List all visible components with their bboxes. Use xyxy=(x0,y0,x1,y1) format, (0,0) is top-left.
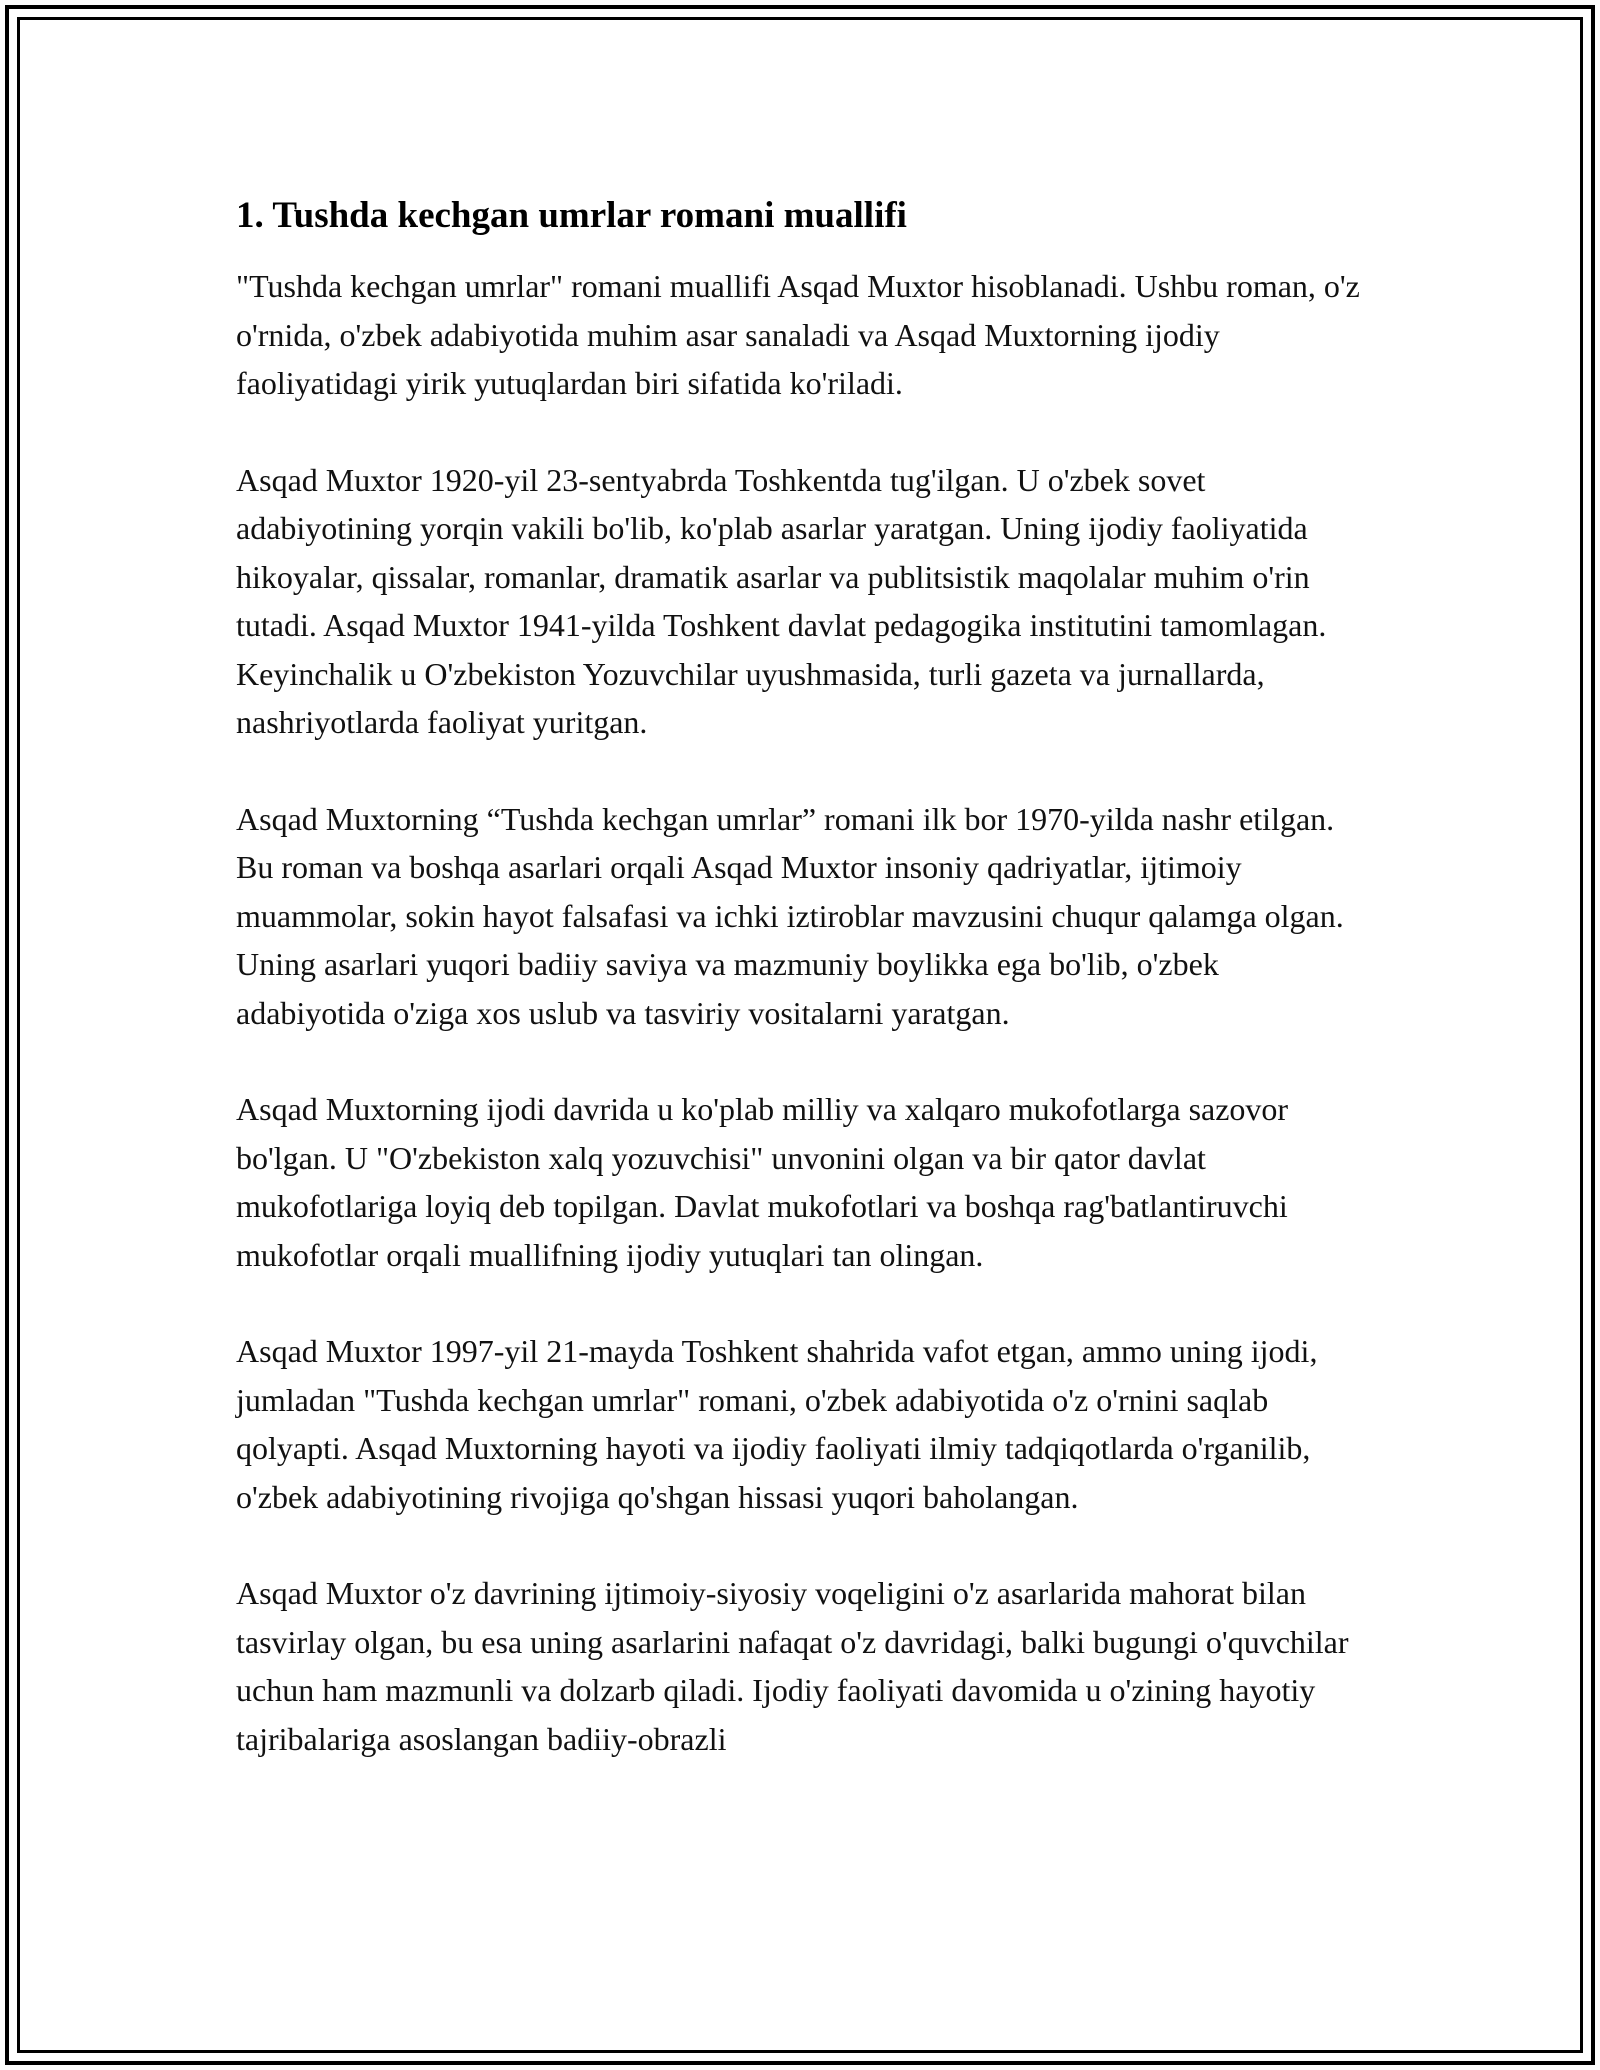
paragraph-6: Asqad Muxtor o'z davrining ijtimoiy-siyosiy voqeligini o'z asarlarida mahorat bilan tasvirlay olgan, bu esa uning asarlarini nafaqat o'z davridagi, balki bugungi o'quvchilar uchun ham mazmunli va dolzarb qiladi. Ijodiy faoliyati davomida u o'zining hayotiy tajribalariga asoslangan badiiy-obrazli xyxy=(236,1575,1349,1757)
section-heading: 1. Tushda kechgan umrlar romani muallifi xyxy=(236,195,907,236)
paragraph-4: Asqad Muxtorning ijodi davrida u ko'plab milliy va xalqaro mukofotlarga sazovor bo'lgan. U "O'zbekiston xalq yozuvchisi" unvonini olgan va bir qator davlat mukofotlariga loyiq deb topilgan. Davlat mukofotlari va boshqa rag'batlantiruvchi mukofotlar orqali muallifning ijodiy yutuqlari tan olingan. xyxy=(236,1091,1289,1273)
document-body xyxy=(236,190,1376,1811)
paragraph-5: Asqad Muxtor 1997-yil 21-mayda Toshkent shahrida vafot etgan, ammo uning ijodi, jumladan "Tushda kechgan umrlar" romani, o'zbek adabiyotida o'z o'rnini saqlab qolyapti. Asqad Muxtorning hayoti va ijodiy faoliyati ilmiy tadqiqotlarda o'rganilib, o'zbek adabiyotining rivojiga qo'shgan hissasi yuqori baholangan. xyxy=(236,1333,1318,1515)
paragraph-3: Asqad Muxtorning “Tushda kechgan umrlar” romani ilk bor 1970-yilda nashr etilgan. Bu roman va boshqa asarlari orqali Asqad Muxtor insoniy qadriyatlar, ijtimoiy muammolar, sokin hayot falsafasi va ichki iztiroblar mavzusini chuqur qalamga olgan. Uning asarlari yuqori badiiy saviya va mazmuniy boylikka ega bo'lib, o'zbek adabiyotida o'ziga xos uslub va tasviriy vositalarni yaratgan. xyxy=(236,800,1344,1031)
paragraph-1: "Tushda kechgan umrlar" romani muallifi Asqad Muxtor hisoblanadi. Ushbu roman, o'z o'rnida, o'zbek adabiyotida muhim asar sanaladi va Asqad Muxtorning ijodiy faoliyatidagi yirik yutuqlardan biri sifatida ko'riladi. xyxy=(236,268,1360,401)
paragraph-2: Asqad Muxtor 1920-yil 23-sentyabrda Toshkentda tug'ilgan. U o'zbek sovet adabiyotining yorqin vakili bo'lib, ko'plab asarlar yaratgan. Uning ijodiy faoliyatida hikoyalar, qissalar, romanlar, dramatik asarlar va publitsistik maqolalar muhim o'rin tutadi. Asqad Muxtor 1941-yilda Toshkent davlat pedagogika institutini tamomlagan. Keyinchalik u O'zbekiston Yozuvchilar uyushmasida, turli gazeta va jurnallarda, nashriyotlarda faoliyat yuritgan. xyxy=(236,461,1327,740)
